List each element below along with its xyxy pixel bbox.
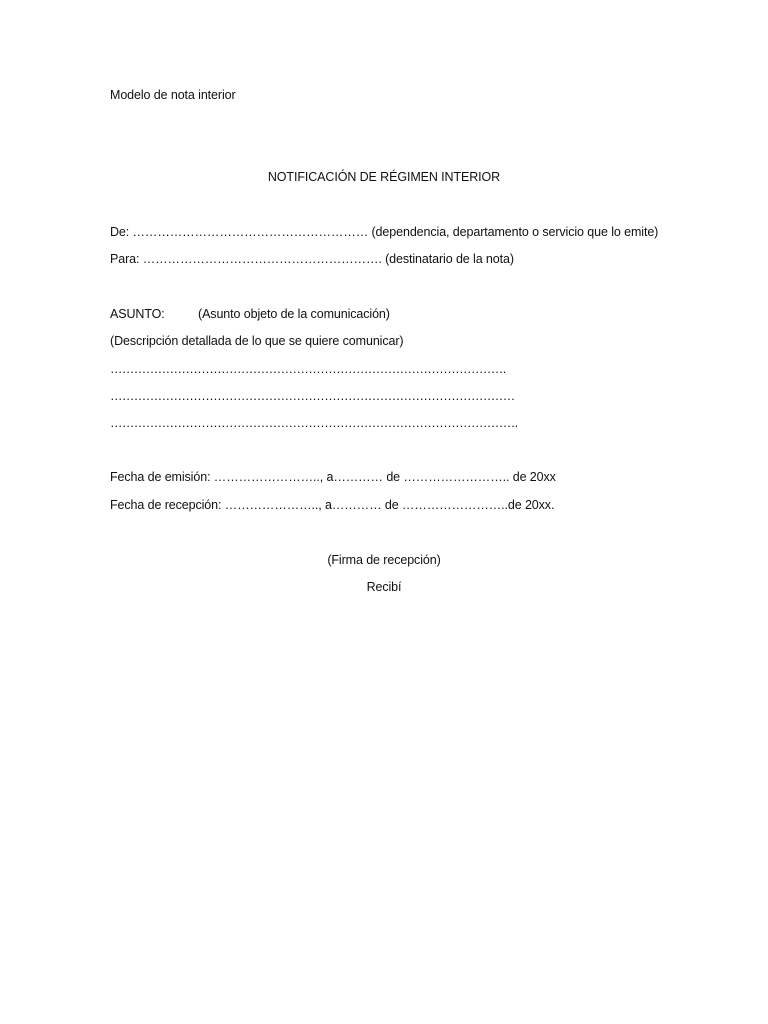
dotted-line-3: …………………………………………………………………………………………. <box>110 416 518 430</box>
firma-label: (Firma de recepción) <box>327 553 441 567</box>
para-line: Para: …………………………………………………. (destinatario de la nota) <box>110 252 514 266</box>
fecha-recepcion-line: Fecha de recepción: ………………….., a………… de ……………………..de 20xx. <box>110 498 555 512</box>
recibi-label: Recibí <box>366 580 402 594</box>
de-line: De: ………………………………………………… (dependencia, departamento o servicio que lo emite) <box>110 225 659 239</box>
dotted-line-2: ………………………………………………………………………………………… <box>110 389 515 403</box>
description-line: (Descripción detallada de lo que se quiere comunicar) <box>110 334 404 348</box>
asunto-text: (Asunto objeto de la comunicación) <box>198 307 390 321</box>
document-heading: NOTIFICACIÓN DE RÉGIMEN INTERIOR <box>267 170 501 184</box>
model-title: Modelo de nota interior <box>110 88 236 102</box>
dotted-line-1: ………………………………………………………………………………………. <box>110 362 506 376</box>
asunto-label: ASUNTO: <box>110 307 165 321</box>
fecha-emision-line: Fecha de emisión: …………………….., a………… de …………………….. de 20xx <box>110 470 556 484</box>
